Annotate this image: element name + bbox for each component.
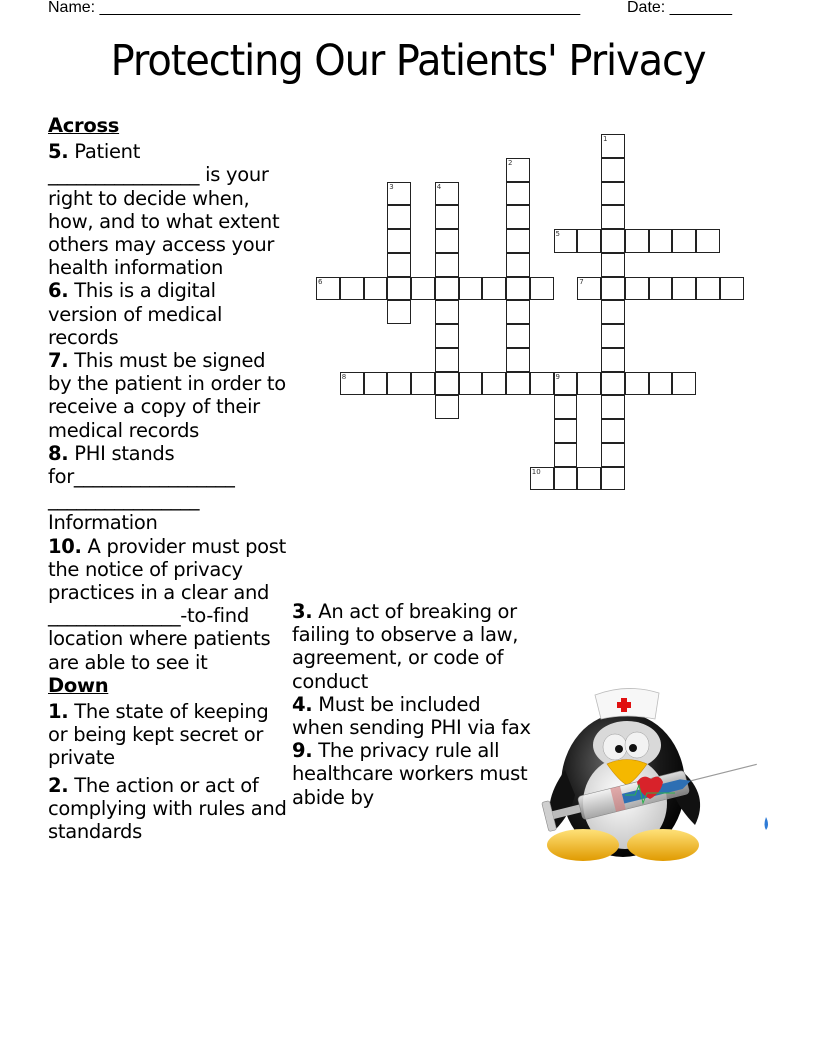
crossword-cell[interactable] [601,348,625,372]
cell-number: 2 [508,158,513,167]
crossword-cell[interactable] [672,229,696,253]
clue-number: 6. [48,279,69,303]
crossword-cell[interactable] [601,419,625,443]
clue-text: Patient ________________ is your right to decide when, how, and to what extent others may access your health information [48,140,286,280]
cell-number: 4 [436,182,442,191]
crossword-cell[interactable] [554,395,578,419]
crossword-cell[interactable] [649,277,673,301]
cell-number: 10 [531,467,541,476]
clue-text: The privacy rule all healthcare workers must abide by [292,739,534,809]
crossword-cell[interactable] [506,324,530,348]
clue-across-8 [48,442,288,535]
crossword-cell[interactable] [601,395,625,419]
crossword-cell[interactable] [506,182,530,206]
crossword-cell[interactable] [601,134,625,158]
crossword-cell[interactable] [601,158,625,182]
crossword-cell[interactable] [435,277,459,301]
crossword-cell[interactable] [696,277,720,301]
crossword-cell[interactable] [506,229,530,253]
crossword-cell[interactable] [601,324,625,348]
crossword-cell[interactable] [459,372,483,396]
clue-across-6 [48,279,288,349]
crossword-cell[interactable] [554,229,578,253]
page-title: Protecting Our Patients' Privacy [110,36,706,86]
cell-number: 6 [318,277,323,286]
crossword-cell[interactable] [482,372,506,396]
clue-number: 3. [292,600,313,623]
crossword-grid [316,134,746,494]
nurse-penguin-icon [535,685,775,865]
clue-number: 2. [48,773,69,797]
clue-number: 8. [48,441,69,465]
crossword-cell[interactable] [435,395,459,419]
cell-number: 3 [389,182,394,191]
crossword-cell[interactable] [506,253,530,277]
clue-text: An act of breaking or failing to observe a law, agreement, or code of conduct [292,600,525,693]
name-field[interactable]: Name: ______________________________________________________ [48,0,581,16]
cell-number: 8 [341,372,347,381]
crossword-cell[interactable] [554,467,578,491]
clue-number: 5. [48,140,69,164]
cell-number: 1 [603,135,608,143]
crossword-cell[interactable] [435,182,459,206]
clue-text: The action or act of complying with rules and standards [48,773,293,844]
crossword-cell[interactable] [482,277,506,301]
crossword-cell[interactable] [506,158,530,182]
crossword-cell[interactable] [530,372,554,396]
crossword-cell[interactable] [387,277,411,301]
crossword-cell[interactable] [554,419,578,443]
crossword-cell[interactable] [601,182,625,206]
crossword-cell[interactable] [601,300,625,324]
cell-number: 5 [555,230,560,238]
down-heading: Down [48,673,109,697]
crossword-cell[interactable] [387,300,411,324]
crossword-cell[interactable] [340,372,364,396]
clue-across-10 [48,534,292,674]
crossword-cell[interactable] [435,324,459,348]
crossword-cell[interactable] [625,372,649,396]
clue-down-1 [48,700,288,770]
crossword-cell[interactable] [601,467,625,491]
crossword-cell[interactable] [506,372,530,396]
clue-number: 9. [292,739,313,763]
crossword-cell[interactable] [601,205,625,229]
clue-down-3 [292,600,532,693]
clue-across-5 [48,140,288,279]
clue-down-9 [292,739,532,809]
crossword-cell[interactable] [364,372,388,396]
clue-text: Must be included when sending PHI via fax [292,692,531,740]
crossword-cell[interactable] [435,205,459,229]
crossword-cell[interactable] [387,205,411,229]
crossword-cell[interactable] [411,372,435,396]
crossword-cell[interactable] [364,277,388,301]
crossword-cell[interactable] [601,277,625,301]
clue-text: This must be signed by the patient in order to receive a copy of their medical records [48,349,292,442]
crossword-cell[interactable] [316,277,340,301]
crossword-cell[interactable] [387,182,411,206]
crossword-cell[interactable] [625,229,649,253]
crossword-cell[interactable] [435,253,459,277]
crossword-cell[interactable] [530,467,554,491]
crossword-cell[interactable] [672,372,696,396]
crossword-cell[interactable] [340,277,364,301]
crossword-cell[interactable] [435,348,459,372]
crossword-cell[interactable] [411,277,435,301]
crossword-cell[interactable] [672,277,696,301]
clue-text: A provider must post the notice of privacy practices in a clear and ______________-to-find location where patients are able to see it [48,534,292,674]
crossword-cell[interactable] [601,443,625,467]
crossword-cell[interactable] [387,253,411,277]
crossword-cell[interactable] [506,277,530,301]
clue-text: The state of keeping or being kept secret or private [48,700,275,770]
crossword-cell[interactable] [577,229,601,253]
crossword-cell[interactable] [435,372,459,396]
crossword-cell[interactable] [387,372,411,396]
clue-text: This is a digital version of medical records [48,279,228,349]
crossword-cell[interactable] [530,277,554,301]
clue-number: 7. [48,349,69,373]
clue-number: 1. [48,700,69,724]
clue-number: 10. [48,534,82,558]
crossword-cell[interactable] [435,300,459,324]
clues-column-left [48,114,293,844]
clue-down-2 [48,773,293,844]
clue-down-4 [292,693,532,739]
crossword-cell[interactable] [649,229,673,253]
clue-across-7 [48,349,292,442]
crossword-cell[interactable] [696,229,720,253]
crossword-cell[interactable] [601,229,625,253]
crossword-cell[interactable] [435,229,459,253]
crossword-cell[interactable] [506,348,530,372]
date-field[interactable]: Date: _______ [627,0,732,16]
crossword-cell[interactable] [554,372,578,396]
crossword-cell[interactable] [601,253,625,277]
crossword-cell[interactable] [506,205,530,229]
clue-text: PHI stands for_________________ ________________ Information [48,441,241,535]
crossword-cell[interactable] [387,229,411,253]
crossword-cell[interactable] [601,372,625,396]
crossword-cell[interactable] [625,277,649,301]
crossword-cell[interactable] [459,277,483,301]
cell-number: 9 [555,372,560,381]
crossword-cell[interactable] [554,443,578,467]
crossword-cell[interactable] [577,277,601,301]
crossword-cell[interactable] [720,277,744,301]
crossword-cell[interactable] [577,467,601,491]
clues-column-right [292,600,532,809]
cell-number: 7 [579,277,584,286]
crossword-cell[interactable] [649,372,673,396]
across-heading: Across [48,114,120,137]
crossword-cell[interactable] [577,372,601,396]
crossword-cell[interactable] [506,300,530,324]
clue-number: 4. [292,692,313,716]
